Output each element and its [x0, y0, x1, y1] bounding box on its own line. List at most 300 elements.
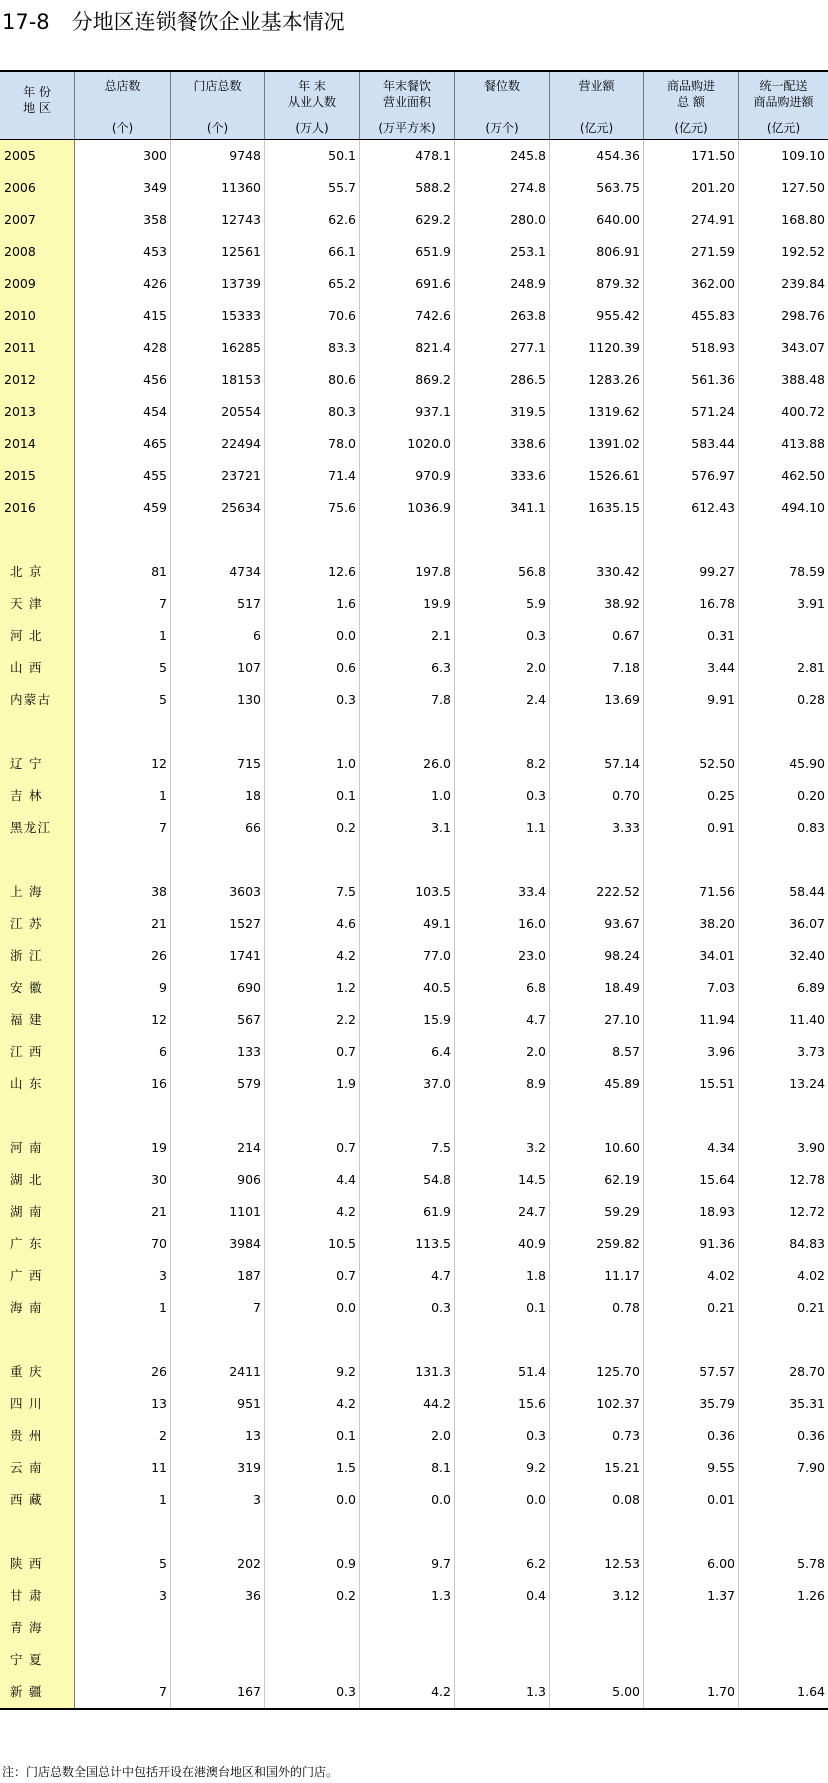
header-col-turnover [550, 72, 644, 139]
value-cell: 10.5 [265, 1228, 360, 1260]
value-cell: 9.2 [265, 1356, 360, 1388]
value-cell: 21 [75, 1196, 171, 1228]
value-cell: 2.0 [455, 652, 550, 684]
table-row [0, 1196, 828, 1228]
value-cell: 970.9 [360, 460, 455, 492]
value-cell [171, 1612, 265, 1644]
value-cell: 202 [171, 1548, 265, 1580]
value-cell: 6.3 [360, 652, 455, 684]
empty-cell [739, 844, 828, 876]
value-cell: 343.07 [781, 340, 825, 355]
year-label: 2009 [0, 268, 75, 300]
value-cell: 214 [171, 1132, 265, 1164]
value-cell: 26 [75, 1356, 171, 1388]
value-cell: 951 [171, 1388, 265, 1420]
empty-cell [171, 524, 265, 556]
value-cell: 131.3 [360, 1356, 455, 1388]
value-cell: 1 [75, 620, 171, 652]
value-cell: 50.1 [265, 140, 360, 172]
value-cell: 583.44 [644, 428, 739, 460]
empty-cell [550, 1100, 644, 1132]
value-cell: 40.5 [360, 972, 455, 1004]
value-cell: 0.0 [265, 1292, 360, 1324]
value-cell: 6.00 [644, 1548, 739, 1580]
value-cell: 197.8 [360, 556, 455, 588]
value-cell: 0.7 [265, 1132, 360, 1164]
header-corner-year: 年 份 [23, 85, 51, 99]
table-row [0, 332, 828, 364]
table-row [0, 1484, 828, 1516]
table-row [0, 1644, 828, 1676]
value-cell: 2.1 [360, 620, 455, 652]
empty-cell [171, 844, 265, 876]
region-label: 河 北 [0, 620, 75, 652]
value-cell: 45.90 [789, 756, 825, 771]
value-cell: 201.20 [644, 172, 739, 204]
empty-cell [455, 716, 550, 748]
value-cell: 187 [171, 1260, 265, 1292]
value-cell: 2411 [171, 1356, 265, 1388]
value-cell: 38.20 [644, 908, 739, 940]
value-cell: 16.0 [455, 908, 550, 940]
header-title: 商品购进 [666, 79, 715, 93]
value-cell: 11360 [171, 172, 265, 204]
value-cell: 462.50 [781, 468, 825, 483]
value-cell: 15.21 [550, 1452, 644, 1484]
value-cell: 821.4 [360, 332, 455, 364]
region-label: 江 苏 [0, 908, 75, 940]
value-cell: 715 [171, 748, 265, 780]
header-unit: (亿元) [579, 121, 614, 135]
value-cell: 362.00 [644, 268, 739, 300]
header-unit: (亿元) [766, 121, 801, 135]
value-cell: 38 [75, 876, 171, 908]
region-label: 辽 宁 [0, 748, 75, 780]
value-cell: 1.64 [797, 1684, 825, 1699]
value-cell: 6 [75, 1036, 171, 1068]
value-cell: 127.50 [781, 180, 825, 195]
value-cell: 36.07 [789, 916, 825, 931]
value-cell: 7.8 [360, 684, 455, 716]
value-cell: 45.89 [550, 1068, 644, 1100]
value-cell [75, 1612, 171, 1644]
value-cell: 109.10 [781, 148, 825, 163]
value-cell [171, 1644, 265, 1676]
value-cell: 280.0 [455, 204, 550, 236]
table-row [0, 268, 828, 300]
value-cell: 248.9 [455, 268, 550, 300]
empty-cell [171, 1100, 265, 1132]
region-label: 内蒙古 [0, 684, 75, 716]
page-title [2, 6, 345, 36]
table-body [0, 140, 828, 1708]
table-row [0, 620, 828, 652]
table-row [0, 172, 828, 204]
value-cell: 0.78 [550, 1292, 644, 1324]
empty-cell [644, 1324, 739, 1356]
value-cell: 563.75 [550, 172, 644, 204]
value-cell: 75.6 [265, 492, 360, 524]
value-cell: 13.24 [789, 1076, 825, 1091]
value-cell: 5 [75, 1548, 171, 1580]
value-cell: 2.4 [455, 684, 550, 716]
year-label: 2015 [0, 460, 75, 492]
value-cell: 400.72 [781, 404, 825, 419]
value-cell: 13.69 [550, 684, 644, 716]
header-unit: (个) [111, 121, 134, 135]
header-corner [0, 72, 75, 139]
value-cell: 869.2 [360, 364, 455, 396]
region-label: 广 西 [0, 1260, 75, 1292]
value-cell: 1120.39 [550, 332, 644, 364]
group-spacer [0, 1516, 828, 1548]
value-cell: 35.31 [789, 1396, 825, 1411]
value-cell: 11.40 [789, 1012, 825, 1027]
region-label: 黑龙江 [0, 812, 75, 844]
value-cell: 16285 [171, 332, 265, 364]
header-title: 年末餐饮 [382, 79, 431, 93]
value-cell: 6.89 [797, 980, 825, 995]
value-cell: 459 [75, 492, 171, 524]
table-row [0, 652, 828, 684]
value-cell: 7 [75, 1676, 171, 1708]
value-cell [455, 1612, 550, 1644]
value-cell: 10.60 [550, 1132, 644, 1164]
value-cell: 9748 [171, 140, 265, 172]
value-cell: 0.73 [550, 1420, 644, 1452]
value-cell: 1.2 [265, 972, 360, 1004]
value-cell: 65.2 [265, 268, 360, 300]
table-row [0, 748, 828, 780]
year-label: 2008 [0, 236, 75, 268]
empty-cell [171, 716, 265, 748]
value-cell: 4.7 [455, 1004, 550, 1036]
table-row [0, 588, 828, 620]
region-label: 北 京 [0, 556, 75, 588]
region-label: 安 徽 [0, 972, 75, 1004]
table-row [0, 1676, 828, 1708]
value-cell: 1526.61 [550, 460, 644, 492]
value-cell: 7.03 [644, 972, 739, 1004]
value-cell: 3 [75, 1580, 171, 1612]
value-cell: 1.3 [360, 1580, 455, 1612]
value-cell: 15.64 [644, 1164, 739, 1196]
value-cell: 0.1 [455, 1292, 550, 1324]
value-cell: 341.1 [455, 492, 550, 524]
value-cell: 0.67 [550, 620, 644, 652]
empty-cell [75, 1516, 171, 1548]
value-cell: 4.02 [797, 1268, 825, 1283]
value-cell: 640.00 [550, 204, 644, 236]
value-cell: 11.94 [644, 1004, 739, 1036]
value-cell: 5.9 [455, 588, 550, 620]
value-cell: 0.3 [265, 1676, 360, 1708]
value-cell: 12743 [171, 204, 265, 236]
region-label: 海 南 [0, 1292, 75, 1324]
value-cell: 0.08 [550, 1484, 644, 1516]
value-cell: 192.52 [781, 244, 825, 259]
value-cell: 1101 [171, 1196, 265, 1228]
value-cell [739, 1484, 828, 1516]
value-cell [644, 1612, 739, 1644]
value-cell: 1.3 [455, 1676, 550, 1708]
value-cell: 1 [75, 780, 171, 812]
value-cell: 19 [75, 1132, 171, 1164]
table-row [0, 684, 828, 716]
value-cell: 413.88 [781, 436, 825, 451]
value-cell: 19.9 [360, 588, 455, 620]
value-cell: 44.2 [360, 1388, 455, 1420]
value-cell: 690 [171, 972, 265, 1004]
empty-cell [644, 1516, 739, 1548]
table-header [0, 70, 828, 140]
table-row [0, 1068, 828, 1100]
value-cell: 7.18 [550, 652, 644, 684]
value-cell: 567 [171, 1004, 265, 1036]
header-title: 总店数 [104, 79, 141, 93]
header-title: 营业面积 [382, 95, 431, 109]
value-cell: 25634 [171, 492, 265, 524]
value-cell: 4.02 [644, 1260, 739, 1292]
value-cell: 130 [171, 684, 265, 716]
value-cell: 23721 [171, 460, 265, 492]
value-cell: 7 [75, 588, 171, 620]
value-cell: 2 [75, 1420, 171, 1452]
empty-cell [739, 524, 828, 556]
value-cell: 11 [75, 1452, 171, 1484]
value-cell: 8.9 [455, 1068, 550, 1100]
value-cell: 0.0 [265, 620, 360, 652]
value-cell: 3.96 [644, 1036, 739, 1068]
value-cell: 1319.62 [550, 396, 644, 428]
value-cell: 245.8 [455, 140, 550, 172]
header-title: 统一配送 [759, 79, 808, 93]
value-cell: 0.28 [797, 692, 825, 707]
value-cell: 0.31 [644, 620, 739, 652]
value-cell: 40.9 [455, 1228, 550, 1260]
value-cell: 3 [75, 1260, 171, 1292]
year-label: 2005 [0, 140, 75, 172]
value-cell: 84.83 [789, 1236, 825, 1251]
region-label: 河 南 [0, 1132, 75, 1164]
value-cell: 4.2 [265, 1196, 360, 1228]
data-table [0, 70, 828, 1710]
value-cell: 66.1 [265, 236, 360, 268]
value-cell: 71.56 [644, 876, 739, 908]
table-row [0, 812, 828, 844]
table-row [0, 908, 828, 940]
region-label: 青 海 [0, 1612, 75, 1644]
value-cell: 168.80 [781, 212, 825, 227]
value-cell: 0.20 [797, 788, 825, 803]
value-cell: 3 [171, 1484, 265, 1516]
value-cell: 0.3 [265, 684, 360, 716]
value-cell: 56.8 [455, 556, 550, 588]
value-cell: 239.84 [781, 276, 825, 291]
table-row [0, 1356, 828, 1388]
value-cell: 1.37 [644, 1580, 739, 1612]
value-cell: 15.6 [455, 1388, 550, 1420]
value-cell: 49.1 [360, 908, 455, 940]
header-title: 从业人数 [287, 95, 336, 109]
value-cell: 15333 [171, 300, 265, 332]
value-cell: 5.78 [797, 1556, 825, 1571]
value-cell: 3.44 [644, 652, 739, 684]
header-col-purchases [644, 72, 739, 139]
value-cell: 16 [75, 1068, 171, 1100]
value-cell [739, 1612, 828, 1644]
value-cell: 6.4 [360, 1036, 455, 1068]
value-cell: 23.0 [455, 940, 550, 972]
value-cell: 58.44 [789, 884, 825, 899]
label-cell [0, 1100, 75, 1132]
empty-cell [171, 1324, 265, 1356]
value-cell: 7.5 [360, 1132, 455, 1164]
year-label: 2014 [0, 428, 75, 460]
year-label: 2012 [0, 364, 75, 396]
table-row [0, 1132, 828, 1164]
value-cell: 454.36 [550, 140, 644, 172]
table-row [0, 1580, 828, 1612]
header-title: 商品购进额 [753, 95, 814, 109]
value-cell: 271.59 [644, 236, 739, 268]
empty-cell [75, 1100, 171, 1132]
value-cell: 62.19 [550, 1164, 644, 1196]
value-cell: 4.4 [265, 1164, 360, 1196]
value-cell: 102.37 [550, 1388, 644, 1420]
value-cell: 99.27 [644, 556, 739, 588]
value-cell: 1.6 [265, 588, 360, 620]
value-cell: 3.12 [550, 1580, 644, 1612]
table-row [0, 140, 828, 172]
value-cell: 3984 [171, 1228, 265, 1260]
value-cell: 4.7 [360, 1260, 455, 1292]
value-cell: 4.2 [265, 940, 360, 972]
value-cell: 14.5 [455, 1164, 550, 1196]
table-title: 分地区连锁餐饮企业基本情况 [71, 10, 345, 34]
value-cell: 1.0 [265, 748, 360, 780]
value-cell: 937.1 [360, 396, 455, 428]
empty-cell [360, 1100, 455, 1132]
value-cell: 78.0 [265, 428, 360, 460]
label-cell [0, 1516, 75, 1548]
empty-cell [265, 844, 360, 876]
value-cell: 579 [171, 1068, 265, 1100]
value-cell: 7 [171, 1292, 265, 1324]
value-cell: 1 [75, 1484, 171, 1516]
table-row [0, 1260, 828, 1292]
value-cell: 12561 [171, 236, 265, 268]
header-title: 营业额 [578, 79, 615, 93]
value-cell: 0.21 [644, 1292, 739, 1324]
value-cell: 1635.15 [550, 492, 644, 524]
value-cell: 358 [75, 204, 171, 236]
region-label: 江 西 [0, 1036, 75, 1068]
year-label: 2016 [0, 492, 75, 524]
empty-cell [455, 844, 550, 876]
value-cell: 54.8 [360, 1164, 455, 1196]
value-cell: 319 [171, 1452, 265, 1484]
value-cell: 70.6 [265, 300, 360, 332]
value-cell: 0.4 [455, 1580, 550, 1612]
value-cell: 319.5 [455, 396, 550, 428]
region-label: 山 西 [0, 652, 75, 684]
value-cell: 35.79 [644, 1388, 739, 1420]
value-cell: 906 [171, 1164, 265, 1196]
table-row [0, 364, 828, 396]
value-cell: 18 [171, 780, 265, 812]
value-cell: 274.91 [644, 204, 739, 236]
value-cell: 612.43 [644, 492, 739, 524]
empty-cell [265, 1100, 360, 1132]
empty-cell [644, 716, 739, 748]
value-cell: 81 [75, 556, 171, 588]
value-cell: 0.3 [455, 780, 550, 812]
value-cell: 13739 [171, 268, 265, 300]
empty-cell [75, 524, 171, 556]
region-label: 上 海 [0, 876, 75, 908]
table-row [0, 972, 828, 1004]
value-cell: 517 [171, 588, 265, 620]
value-cell: 4.34 [644, 1132, 739, 1164]
value-cell: 98.24 [550, 940, 644, 972]
value-cell: 1.8 [455, 1260, 550, 1292]
empty-cell [75, 844, 171, 876]
value-cell: 37.0 [360, 1068, 455, 1100]
value-cell: 4.6 [265, 908, 360, 940]
value-cell: 3.2 [455, 1132, 550, 1164]
value-cell: 455.83 [644, 300, 739, 332]
value-cell: 0.6 [265, 652, 360, 684]
value-cell: 0.7 [265, 1260, 360, 1292]
value-cell: 18.49 [550, 972, 644, 1004]
label-cell [0, 844, 75, 876]
group-spacer [0, 1100, 828, 1132]
value-cell: 6.8 [455, 972, 550, 1004]
value-cell: 298.76 [781, 308, 825, 323]
table-row [0, 940, 828, 972]
value-cell: 27.10 [550, 1004, 644, 1036]
value-cell: 18.93 [644, 1196, 739, 1228]
region-label: 山 东 [0, 1068, 75, 1100]
header-title: 总 额 [677, 95, 705, 109]
value-cell: 222.52 [550, 876, 644, 908]
value-cell: 2.0 [360, 1420, 455, 1452]
region-label: 浙 江 [0, 940, 75, 972]
value-cell: 0.9 [265, 1548, 360, 1580]
value-cell: 300 [75, 140, 171, 172]
region-label: 湖 南 [0, 1196, 75, 1228]
empty-cell [644, 1100, 739, 1132]
value-cell: 259.82 [550, 1228, 644, 1260]
group-spacer [0, 524, 828, 556]
group-spacer [0, 716, 828, 748]
value-cell: 561.36 [644, 364, 739, 396]
empty-cell [265, 716, 360, 748]
value-cell: 107 [171, 652, 265, 684]
value-cell: 3.33 [550, 812, 644, 844]
empty-cell [550, 844, 644, 876]
value-cell: 11.17 [550, 1260, 644, 1292]
value-cell: 588.2 [360, 172, 455, 204]
value-cell: 691.6 [360, 268, 455, 300]
region-label: 新 疆 [0, 1676, 75, 1708]
value-cell: 24.7 [455, 1196, 550, 1228]
value-cell: 52.50 [644, 748, 739, 780]
value-cell: 33.4 [455, 876, 550, 908]
year-label: 2006 [0, 172, 75, 204]
value-cell: 77.0 [360, 940, 455, 972]
